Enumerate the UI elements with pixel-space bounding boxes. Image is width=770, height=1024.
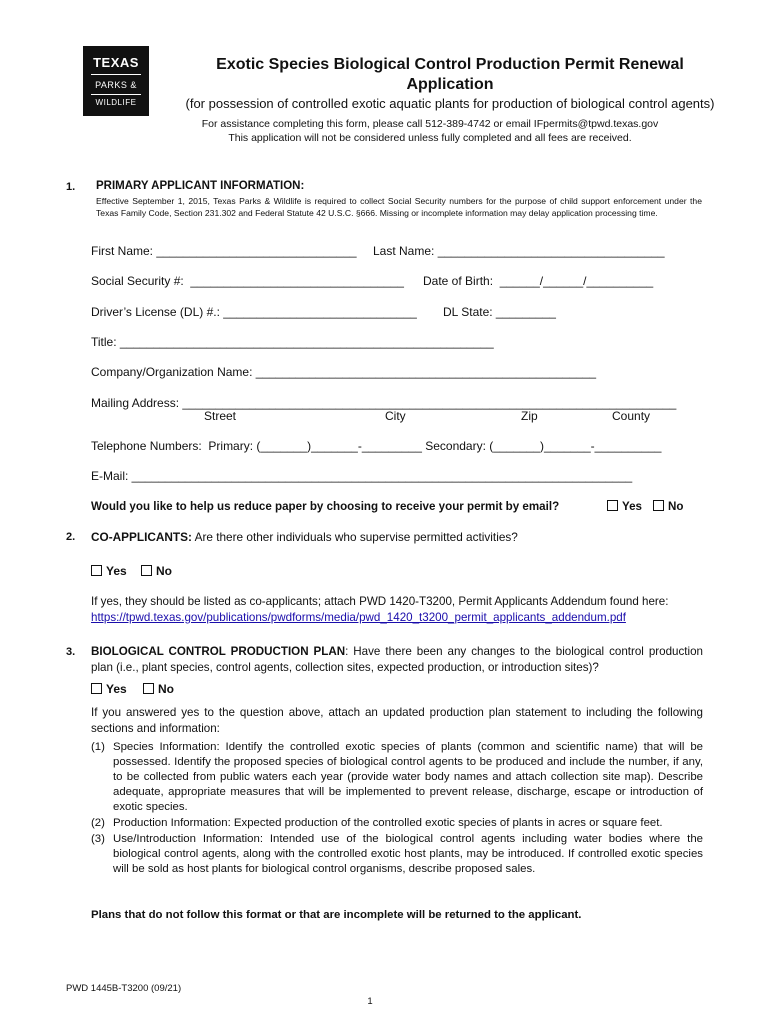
title-field[interactable]: Title: ________________________________________________________ bbox=[91, 335, 494, 349]
checkbox[interactable] bbox=[91, 683, 102, 694]
addendum-link[interactable]: https://tpwd.texas.gov/publications/pwdforms/media/pwd_1420_t3200_permit_applicants_addendum.pdf bbox=[91, 611, 626, 624]
mailing-address-field[interactable]: Mailing Address: __________________________________________________________________________ bbox=[91, 396, 677, 410]
form-id: PWD 1445B-T3200 (09/21) bbox=[66, 983, 182, 994]
email-field[interactable]: E-Mail: ___________________________________________________________________________ bbox=[91, 469, 633, 483]
list-item bbox=[91, 816, 703, 831]
section-number: 3. bbox=[66, 646, 76, 658]
company-field[interactable]: Company/Organization Name: ___________________________________________________ bbox=[91, 365, 597, 379]
list-item-text: Species Information: Identify the controlled exotic species of plants (common and scientific name) that will be possessed. Identify the proposed species of biological control agents to be produced and include the number, if any, to be collected from public waters each year (provide water body names and attach collection site map). Describe adequate, appropriate measures that will be implemented to prevent release, discharge, escape or introduction of exotic species. bbox=[113, 741, 703, 813]
completion-notice: This application will not be considered unless fully completed and all fees are received. bbox=[228, 132, 632, 144]
section-number: 1. bbox=[66, 181, 76, 193]
no-label: No bbox=[158, 682, 174, 696]
no-label: No bbox=[156, 564, 172, 578]
dob-field[interactable]: Date of Birth: ______/______/__________ bbox=[423, 274, 654, 288]
page-title-line1: Exotic Species Biological Control Production Permit Renewal bbox=[216, 56, 684, 73]
telephone-field[interactable]: Telephone Numbers: Primary: (_______)_______-_________ Secondary: (_______)_______-__________ bbox=[91, 439, 662, 453]
checkbox[interactable] bbox=[143, 683, 154, 694]
assistance-text: For assistance completing this form, please call 512-389-4742 or email IFpermits@tpwd.texas.gov bbox=[201, 118, 659, 130]
list-item-text: Use/Introduction Information: Intended use of the biological control agents including water bodies where the biological control agents, along with the controlled exotic host plants, may be introduced. If controlled exotic species will be sold as host plants for biological control organisms, describe proposed sales. bbox=[113, 833, 703, 875]
paper-question: Would you like to help us reduce paper by choosing to receive your permit by email? bbox=[91, 500, 560, 513]
coapplicants-instructions bbox=[91, 594, 706, 626]
list-item-number: (2) bbox=[91, 817, 105, 829]
tpwd-logo bbox=[83, 46, 149, 116]
yes-label: Yes bbox=[622, 500, 642, 513]
checkbox[interactable] bbox=[607, 500, 618, 511]
checkbox[interactable] bbox=[91, 565, 102, 576]
plan-change-yes[interactable] bbox=[91, 682, 127, 696]
last-name-field[interactable]: Last Name: __________________________________ bbox=[373, 244, 665, 258]
page-title-line2: Application bbox=[406, 76, 494, 93]
section-heading-production-plan: BIOLOGICAL CONTROL PRODUCTION PLAN bbox=[91, 645, 346, 658]
page-number: 1 bbox=[367, 996, 373, 1007]
address-label-zip: Zip bbox=[521, 409, 538, 423]
ssn-field[interactable]: Social Security #: ________________________________ bbox=[91, 274, 404, 288]
co-applicants-question: Are there other individuals who supervise permitted activities? bbox=[194, 530, 518, 544]
no-label: No bbox=[668, 500, 684, 513]
co-applicants-line bbox=[91, 530, 518, 544]
list-item bbox=[91, 832, 703, 877]
address-label-county: County bbox=[612, 409, 651, 423]
ssn-notice: Effective September 1, 2015, Texas Parks & Wildlife is required to collect Social Security numbers for the purpose of child support enforcement under the Texas Family Code, Section 231.302 and Federal Statute 42 U.S.C. §666. Missing or incomplete information may delay application processing time. bbox=[96, 196, 702, 218]
plan-requirements-list bbox=[91, 740, 703, 877]
section-heading-applicant: PRIMARY APPLICANT INFORMATION: bbox=[96, 180, 305, 192]
yes-label: Yes bbox=[106, 564, 127, 578]
logo-text-parks: PARKS & bbox=[95, 80, 137, 90]
dl-state-field[interactable]: DL State: _________ bbox=[443, 305, 556, 319]
section-heading-coapplicants: CO-APPLICANTS: bbox=[91, 530, 192, 544]
page-subtitle: (for possession of controlled exotic aquatic plants for production of biological control agents) bbox=[185, 96, 715, 111]
production-plan-question bbox=[91, 644, 703, 676]
list-item bbox=[91, 740, 703, 815]
address-label-city: City bbox=[385, 409, 406, 423]
list-item-number: (3) bbox=[91, 833, 105, 845]
coapplicants-no[interactable] bbox=[141, 564, 172, 578]
list-item-number: (1) bbox=[91, 741, 105, 753]
email-permit-yes[interactable] bbox=[607, 500, 642, 513]
dl-number-field[interactable]: Driver’s License (DL) #.: _____________________________ bbox=[91, 305, 417, 319]
production-plan-text: : Have there been any changes to the biological control production plan (i.e., plant species, control agents, collection sites, expected production, or introduction sites)? bbox=[91, 645, 703, 674]
coapplicants-text: If yes, they should be listed as co-applicants; attach PWD 1420-T3200, Permit Applicants Addendum found here: bbox=[91, 595, 669, 608]
format-warning: Plans that do not follow this format or that are incomplete will be returned to the applicant. bbox=[91, 909, 582, 921]
logo-text-wildlife: WILDLIFE bbox=[95, 98, 137, 107]
logo-divider bbox=[91, 94, 141, 95]
section-number: 2. bbox=[66, 531, 76, 543]
first-name-field[interactable]: First Name: ______________________________ bbox=[91, 244, 357, 258]
list-item-text: Production Information: Expected production of the controlled exotic species of plants in acres or square feet. bbox=[113, 817, 663, 829]
logo-divider bbox=[91, 74, 141, 75]
checkbox[interactable] bbox=[653, 500, 664, 511]
yes-label: Yes bbox=[106, 682, 127, 696]
email-permit-no[interactable] bbox=[653, 500, 683, 513]
address-label-street: Street bbox=[204, 409, 237, 423]
checkbox[interactable] bbox=[141, 565, 152, 576]
coapplicants-yes[interactable] bbox=[91, 564, 127, 578]
plan-intro: If you answered yes to the question above, attach an updated production plan statement to including the following sections and information: bbox=[91, 706, 703, 735]
plan-change-no[interactable] bbox=[143, 682, 174, 696]
logo-text-texas: TEXAS bbox=[93, 55, 139, 70]
